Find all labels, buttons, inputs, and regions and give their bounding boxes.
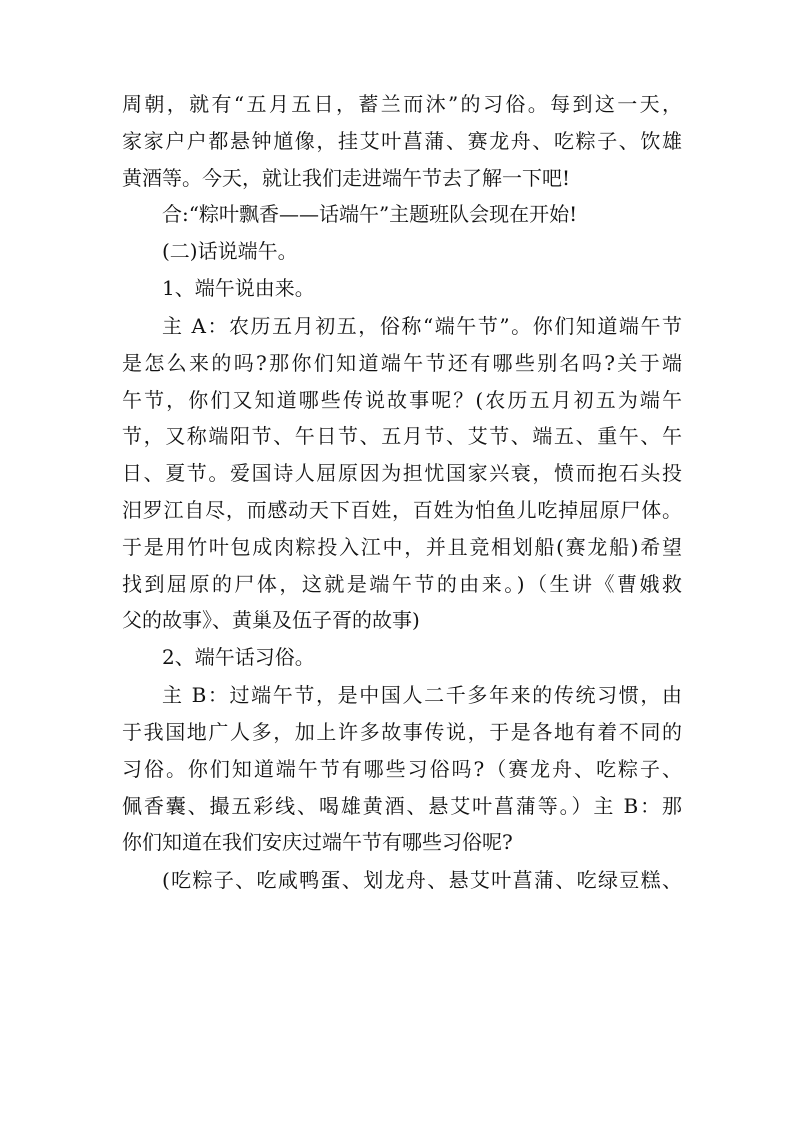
text-line: 佩香囊、撮五彩线、喝雄黄酒、悬艾叶菖蒲等。）主 B：那 xyxy=(122,793,682,818)
text-line: 主 B：过端午节，是中国人二千多年来的传统习惯，由 xyxy=(162,683,682,708)
text-line: 习俗。你们知道端午节有哪些习俗吗?（赛龙舟、吃粽子、 xyxy=(122,756,682,781)
text-line: 汨罗江自尽，而感动天下百姓，百姓为怕鱼儿吃掉屈原尸体。 xyxy=(122,497,682,522)
text-line: 是怎么来的吗?那你们知道端午节还有哪些别名吗?关于端 xyxy=(122,350,682,375)
text-line: (吃粽子、吃咸鸭蛋、划龙舟、悬艾叶菖蒲、吃绿豆糕、 xyxy=(162,868,682,893)
text-line: 日、夏节。爱国诗人屈原因为担忧国家兴衰，愤而抱石头投 xyxy=(122,461,682,486)
text-line: 父的故事》、黄巢及伍子胥的故事) xyxy=(122,608,420,633)
section-heading: (二)话说端午。 xyxy=(162,239,298,264)
document-body xyxy=(122,93,682,906)
text-line: 找到屈原的尸体，这就是端午节的由来。)（生讲《曹娥救 xyxy=(122,571,682,596)
text-line: 节，又称端阳节、午日节、五月节、艾节、端五、重午、午 xyxy=(122,424,682,449)
text-line: 合:“粽叶飘香——话端午”主题班队会现在开始! xyxy=(162,202,578,227)
text-line: 于我国地广人多，加上许多故事传说，于是各地有着不同的 xyxy=(122,719,682,744)
text-line: 午节，你们又知道哪些传说故事呢？(农历五月初五为端午 xyxy=(122,387,682,412)
text-line: 家家户户都悬钟馗像，挂艾叶菖蒲、赛龙舟、吃粽子、饮雄 xyxy=(122,128,682,153)
subsection-heading: 1、端午说由来。 xyxy=(162,275,315,300)
text-line: 主 A：农历五月初五，俗称“端午节”。你们知道端午节 xyxy=(162,313,682,338)
subsection-heading: 2、端午话习俗。 xyxy=(162,645,315,670)
text-line: 你们知道在我们安庆过端午节有哪些习俗呢? xyxy=(122,830,513,855)
text-line: 黄酒等。今天，就让我们走进端午节去了解一下吧! xyxy=(122,165,571,190)
text-line: 于是用竹叶包成肉粽投入江中，并且竞相划船(赛龙船)希望 xyxy=(122,534,682,559)
text-line: 周朝，就有“五月五日，蓄兰而沐”的习俗。每到这一天， xyxy=(122,92,682,116)
